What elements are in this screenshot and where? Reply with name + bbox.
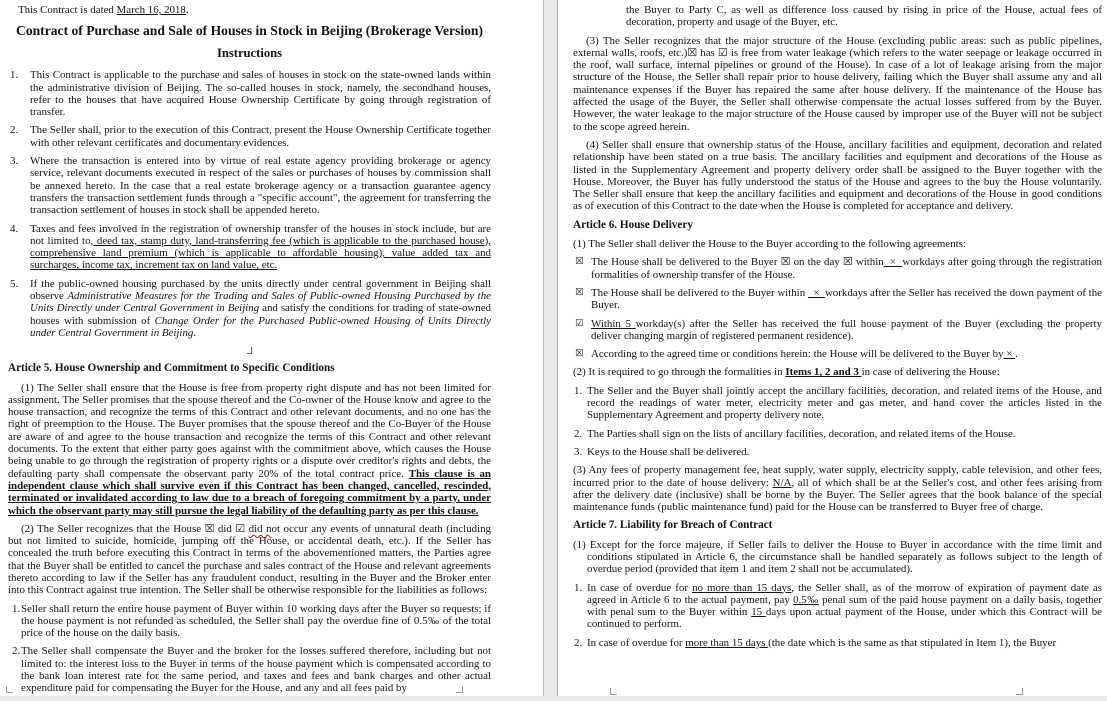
article5-paragraph-1 (8, 382, 491, 517)
breach-intro (573, 539, 1102, 576)
article6-heading: Article 6. House Delivery (573, 218, 693, 231)
paragraph-text: (3) The Seller recognizes that the major structure of the House (excluding public areas: such as public pipelines, external walls, roofs, etc.)☒ has ☑ is free from water leakage (which refers to the water seepage or leakage occurred in the roof, wall surface, internal pipelines or ground of the House). In case of a lot of leakage arising from the major structure of the House, the Seller shall repair prior to house delivery, failing which the Buyer shall assume any and all maintenance expenses if the Buyer has repaired the same after house delivery. If the maintenance of the House has affected the usage of the Buyer, the Seller shall otherwise compensate the actual losses suffered from by the Buyer. However, the water leakage to the major structure of the House caused by improper use of the Buyer will not be subject to the scope agreed herein. (573, 34, 1102, 133)
text-boundary-mark (610, 688, 617, 695)
instruction-item-1 (8, 69, 491, 118)
text-boundary-mark (1016, 688, 1023, 695)
option-text: workdays after going through the registration formalities of ownership transfer of the House. (591, 256, 1102, 281)
breach-item-2 (573, 637, 1102, 649)
item-number: 3. (10, 155, 19, 168)
item-text: days upon actual payment of the House, under which this Contract will be continued to perform. (587, 606, 1102, 631)
paragraph-text: (4) Seller shall ensure that ownership status of the House, ancillary facilities and equipment, decoration and related relationship have been stated on a true basis. The ancillary facilities and equipment and decorations of the House as listed in the Supplementary Agreement and property delivery order shall be assigned to the Buyer together with the House. Moreover, the Buyer has fully understood the status of the House and agrees to the buy the House voluntarily. The Seller shall ensure that keep the ancillary facilities and equipment and decorations of the House in good conditions as of execution of this Contract to the date when the House is completed for acceptance and delivery. (573, 138, 1102, 213)
item-text: penal sum of the paid house payment on a daily basis, together with penal sum to the Buyer within (587, 593, 1102, 619)
delivery-option-4 (573, 348, 1102, 360)
item-text: . (193, 326, 197, 339)
paragraph-text: (2) It is required to go through the formalities in (573, 366, 786, 379)
formality-item-2 (573, 428, 1102, 440)
page-left-text-area (8, 4, 491, 701)
date-line-suffix: . (185, 4, 189, 16)
spellcheck-flagged-text: did n (248, 522, 272, 535)
document-page-left (0, 0, 544, 696)
fill-in-blank: × (807, 286, 825, 299)
option-text: workdays after the Seller has received the down payment of the Buyer. (591, 286, 1102, 312)
underlined-tax-list: deed tax, stamp duty, land-transferring fee (which is applicable to the purchased house), comprehensive land premium (which is applicable to affordable housing), value added tax and surcharges, income tax, increment tax on land value, etc. (30, 234, 491, 272)
delivery-option-3 (573, 318, 1102, 343)
item-text: Taxes and fees involved in the registration of ownership transfer of the houses in stock include, but are not limited to, (30, 222, 491, 247)
delivery-option-1 (573, 256, 1102, 281)
item-number: 5. (10, 277, 19, 290)
date-line-prefix: This Contract is dated (18, 4, 117, 16)
checkbox-checked-x-icon: ☒ (575, 256, 584, 268)
item-text: Seller shall return the entire house payment of Buyer within 10 working days after the Buyer so requests; if the house payment is not refunded as scheduled, the Seller shall pay the overdue fine of 0.5‰ of the total price of the house on the daily basis. (21, 602, 491, 640)
delivery-intro (573, 238, 1102, 250)
penalty-rate: 0.5‰ (793, 593, 819, 606)
overdue-period: more than 15 days (685, 636, 769, 649)
instruction-item-3 (8, 155, 491, 216)
item-number: 1. (12, 602, 21, 615)
item-text: Where the transaction is entered into by virtue of real estate agency providing brokerage or agency service, relevant documents executed in respect of the sales or purchases of houses by commission shall be annexed hereto. In the case that a real estate brokerage agency or a transaction guarantee agency transfers the transaction settlement funds through a "specific account", the agreement for transferring the transaction settlement of houses in stock shall be appended hereto. (30, 155, 491, 217)
liability-item-1 (8, 603, 491, 640)
item-number: 1. (574, 581, 583, 594)
paragraph-text: the Buyer to Party C, as well as difference loss caused by rising in price of the House, actual fees of decoration, property and usage of the Buyer, etc. (626, 4, 1102, 29)
empty-paragraph-line (8, 345, 491, 357)
formality-item-1 (573, 385, 1102, 422)
item-text: Keys to the House shall be delivered. (587, 445, 750, 458)
checkbox-checkmark-icon: ☑ (575, 317, 584, 329)
fees-na-value: N/A (772, 476, 792, 489)
fill-in-blank: × (883, 256, 903, 269)
item-number: 4. (10, 222, 19, 235)
item-text: The Seller shall, prior to the execution of this Contract, present the House Ownership Certificate together with other relevant certificates and documentary evidences. (30, 124, 491, 149)
item-text: In case of overdue for (587, 636, 686, 649)
option-text: The House shall be delivered to the Buyer ☒ on the day ☒ within (591, 256, 884, 269)
paragraph-text: , all of which shall be at the Seller's cost, and other fees arising from after the delivery date (inclusive) shall be borne by the Buyer. The Seller agrees that the book balance of the special maintenance funds (public maintenance fund) paid for the House can be transferred to Buyer free of charge. (573, 476, 1102, 514)
text-boundary-mark (6, 686, 13, 693)
option-text: According to the agreed time or conditions herein: the House will be delivered to the Buyer by (591, 348, 1004, 361)
page-right-text-area (573, 4, 1102, 655)
item-number: 3. (574, 445, 583, 458)
instruction-item-2 (8, 124, 491, 149)
article5-paragraph-3 (573, 35, 1102, 133)
delivery-option-2 (573, 287, 1102, 312)
paragraph-text: (1) The Seller shall ensure that the House is free from property right dispute and has not been limited for assignment. The Seller promises that the spouse thereof and the Co-owner of the House know and agree to the house transaction, and recognize the terms of this Contract and other relevant documents, and no one has the right of preemption to the House. The Buyer promises that the spouse thereof and the Co-Buyer of the House are aware of and agree to the house transaction and recognize the terms of this Contract and other relevant documents. To the extent that either party goes against with the commitment above, which causes the House being unable to go through the registration of property rights or a dispute over creditor's rights and debts, the defaulting party shall compensate the observant party 20% of the total contract price. (8, 381, 491, 480)
carryover-paragraph (626, 4, 1102, 29)
items-reference: Items 1, 2 and 3 (785, 366, 862, 379)
contract-date-line (8, 4, 491, 16)
instruction-item-4 (8, 223, 491, 272)
option-text: . (1015, 348, 1018, 361)
item-text: , the Seller shall, as of the morrow of expiration of payment date as agreed in Article 6 to the actual payment, pay (587, 581, 1102, 606)
article5-paragraph-2 (8, 523, 491, 597)
article7-heading: Article 7. Liability for Breach of Contract (573, 519, 773, 532)
article5-heading: Article 5. House Ownership and Commitment to Specific Conditions (8, 362, 335, 375)
paragraph-text: (2) The Seller recognizes that the House ☒ did ☑ (21, 522, 249, 535)
fill-in-blank: × (1003, 348, 1016, 361)
breach-item-1 (573, 582, 1102, 631)
instruction-item-5 (8, 278, 491, 339)
paragraph-text: (1) Except for the force majeure, if Seller fails to deliver the House to Buyer in accordance with the time limit and conditions stipulated in Article 6, the circumstance shall be handled separately as follows subject to the length of overdue period (provided that item 1 and item 2 shall not be accumulated). (573, 538, 1102, 576)
regulation-title: Administrative Measures for the Trading and Sales of Public-owned Housing Purchased by the Units Directly under Central Government in Beijing (30, 290, 491, 315)
fees-paragraph (573, 464, 1102, 513)
item-text: If the public-owned housing purchased by the units directly under central government in Beijing shall observe (30, 277, 491, 303)
paragraph-mark (247, 347, 252, 354)
paragraph-text: (3) Any fees of property management fee, heat supply, water supply, electricity supply, cable television, and other fees, incurred prior to the date of house delivery: (573, 464, 1102, 489)
document-title: Contract of Purchase and Sale of Houses in Stock in Beijing (Brokerage Version) (16, 23, 483, 39)
contract-date: March 16, 2018 (116, 4, 186, 16)
option-text: Within (591, 317, 621, 330)
document-page-right (557, 0, 1107, 696)
item-number: 1. (10, 69, 19, 82)
item-number: 2. (574, 427, 583, 440)
item-number: 1. (574, 384, 583, 397)
liability-item-2 (8, 645, 491, 694)
article5-paragraph-4 (573, 139, 1102, 213)
checkbox-checked-x-icon: ☒ (575, 348, 584, 360)
item-number: 2. (574, 636, 583, 649)
item-number: 2. (10, 124, 19, 137)
paragraph-text: (1) The Seller shall deliver the House to the Buyer according to the following agreements: (573, 238, 966, 251)
paragraph-text: ot occur any events of unnatural death (including but not limited to suicide, homicide, jumping off the House, or accidental death, etc.). If the Seller has concealed the truth before executing this Contract in terms of the abovementioned matters, the Parties agree that the Buyer shall be entitled to cancel the purchase and sales contract of the House and relevant agreements thereto according to law if the Seller has any fraudulent conduct, resulting in the Buyer and the Broker enter into this Contract against true intention. The Seller shall be otherwise responsible for the liabilities as follows: (8, 522, 492, 597)
formality-item-3 (573, 446, 1102, 458)
item-text: This Contract is applicable to the purchase and sales of houses in stock on the state-owned lands within the administrative division of Beijing. The so-called houses in stock, namely, the secondhand houses, refer to the houses that have acquired House Ownership Certificate by going through registration of transfer. (30, 69, 491, 119)
item-text: (the date which is the same as that stipulated in Item 1), the Buyer (768, 636, 1057, 649)
item-text: The Parties shall sign on the lists of ancillary facilities, decoration, and related items of the House. (587, 427, 1016, 440)
item-text: The Seller and the Buyer shall jointly accept the ancillary facilities, decoration, and related items of the House, and record the readings of water meter, electricity meter and gas meter, and hand cover the articles listed in the Supplementary Agreement and property delivery note. (587, 384, 1102, 422)
payment-days: 15 (751, 606, 766, 619)
formalities-intro (573, 366, 1102, 378)
fill-in-blank: 5 (620, 317, 636, 330)
option-text: workday(s) after the Seller has received the full house payment of the Buyer (excluding the property deliver changing margin of registered permanent residence). (591, 317, 1103, 342)
instructions-heading: Instructions (216, 46, 283, 61)
item-text: In case of overdue for (587, 581, 693, 594)
overdue-period: no more than 15 days (692, 581, 792, 594)
independent-clause-text: This clause is an independent clause which shall survive even if this Contract has been changed, cancelled, rescinded, terminated or invalidated according to law due to a breach of foregoing commitment by a party, under which the observant party may still pursue the legal liability of the defaulting party as per this clause. (8, 467, 491, 517)
checkbox-checked-x-icon: ☒ (575, 286, 584, 298)
option-text: The House shall be delivered to the Buyer within (591, 286, 808, 299)
item-number: 2. (12, 645, 21, 658)
regulation-title: Change Order for the Purchased Public-owned Housing of Units Directly under Central Government in Beijing (30, 314, 491, 339)
text-boundary-mark (456, 686, 463, 693)
paragraph-text: in case of delivering the House: (861, 366, 1000, 379)
item-text: The Seller shall compensate the Buyer and the broker for the losses suffered therefore, including but not limited to: the interest loss to the Buyer in terms of the house payment which is compensated according to the bank loan interest rate for the same period, and taxes and fees and bank charges and other actual expenditure paid for compensating the Buyer for the House, and any and all fees paid by (21, 645, 491, 695)
item-text: and satisfy the conditions for trading of state-owned houses with submission of (30, 302, 492, 327)
